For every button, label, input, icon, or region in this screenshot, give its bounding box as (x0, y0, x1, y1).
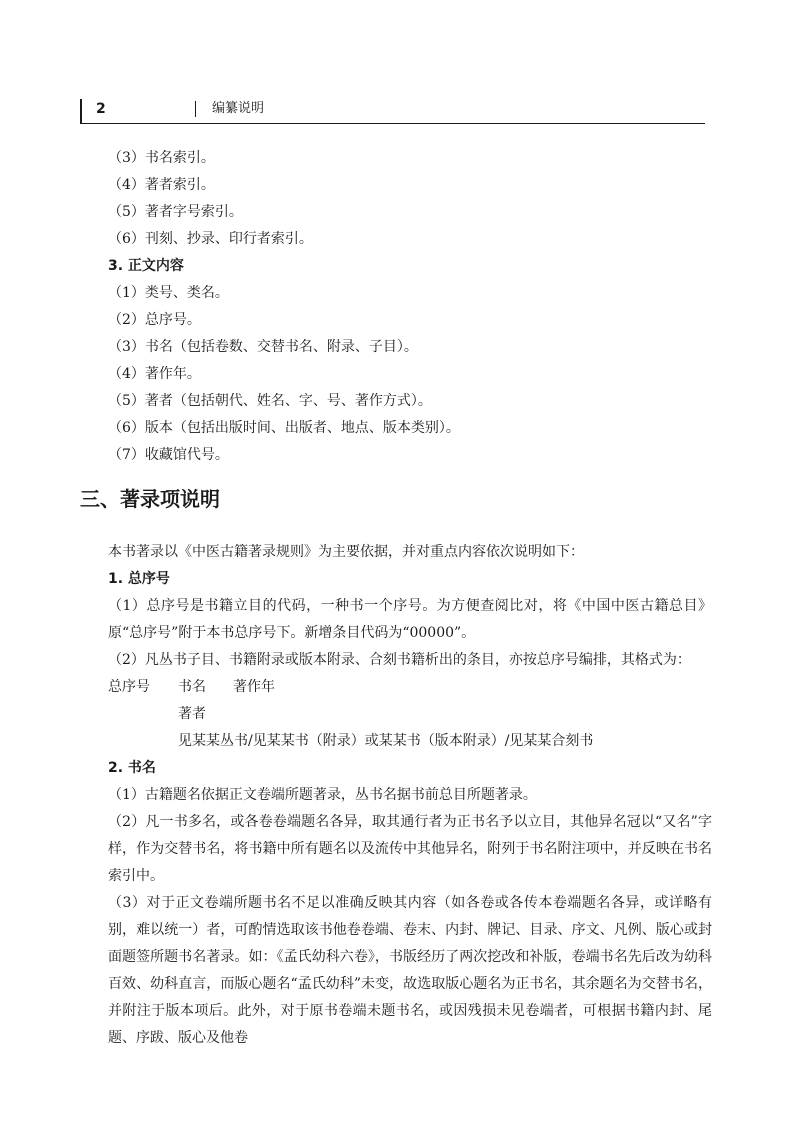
format-title: 书名 (178, 679, 206, 695)
page-header (80, 97, 705, 124)
index-item: （3）书名索引。 (108, 150, 215, 166)
body-text (80, 145, 712, 1052)
header-separator (195, 101, 196, 117)
section-title: 三、著录项说明 (80, 487, 220, 511)
running-title: 编纂说明 (212, 101, 265, 116)
subheading-serial: 1. 总序号 (108, 571, 170, 587)
content-item: （4）著作年。 (108, 366, 201, 382)
intro-paragraph: 本书著录以《中医古籍著录规则》为主要依据，并对重点内容依次说明如下： (108, 544, 584, 560)
format-see-also: 见某某丛书/见某某书（附录）或某某书（版本附录）/见某某合刻书 (178, 733, 594, 749)
format-author: 著者 (178, 706, 206, 722)
content-item: （2）总序号。 (108, 312, 201, 328)
content-item: （1）类号、类名。 (108, 285, 229, 301)
content-item: （7）收藏馆代号。 (108, 447, 229, 463)
index-item: （6）刊刻、抄录、印行者索引。 (108, 231, 313, 247)
content-item: （3）书名（包括卷数、交替书名、附录、子目）。 (108, 339, 418, 355)
header-left-rule (80, 99, 82, 123)
content-item: （6）版本（包括出版时间、出版者、地点、版本类别）。 (108, 420, 460, 436)
format-serial: 总序号 (108, 679, 150, 695)
subheading-main-content: 3. 正文内容 (108, 258, 184, 274)
serial-paragraph: （1）总序号是书籍立目的代码，一种书一个序号。为方便查阅比对，将《中国中医古籍总目》原“总序号”附于本书总序号下。新增条目代码为“00000”。 (108, 598, 712, 641)
index-item: （4）著者索引。 (108, 177, 215, 193)
page-number: 2 (96, 101, 106, 117)
title-paragraph: （1）古籍题名依据正文卷端所题著录，丛书名据书前总目所题著录。 (108, 787, 537, 803)
subheading-title: 2. 书名 (108, 760, 156, 776)
title-paragraph: （3）对于正文卷端所题书名不足以准确反映其内容（如各卷或各传本卷端题名各异，或详略有别，难以统一）者，可酌情选取该书他卷卷端、卷末、内封、牌记、目录、序文、凡例、版心或封面题签所题书名著录。如：《孟氏幼科六卷》，书版经历了两次挖改和补版，卷端书名先后改为幼科百效、幼科直言，而版心题名“孟氏幼科”未变，故选取版心题名为正书名，其余题名为交替书名，并附注于版本项后。此外，对于原书卷端未题书名，或因残损未见卷端者，可根据书籍内封、尾题、序跋、版心及他卷 (108, 895, 712, 1046)
index-item: （5）著者字号索引。 (108, 204, 243, 220)
content-item: （5）著者（包括朝代、姓名、字、号、著作方式）。 (108, 393, 432, 409)
serial-paragraph: （2）凡丛书子目、书籍附录或版本附录、合刻书籍析出的条目，亦按总序号编排，其格式为： (108, 652, 691, 668)
title-paragraph: （2）凡一书多名，或各卷卷端题名各异，取其通行者为正书名予以立目，其他异名冠以“又名”字样，作为交替书名，将书籍中所有题名以及流传中其他异名，附列于书名附注项中，并反映在书名索引中。 (108, 814, 712, 884)
format-line (80, 674, 712, 701)
format-year: 著作年 (233, 679, 275, 695)
